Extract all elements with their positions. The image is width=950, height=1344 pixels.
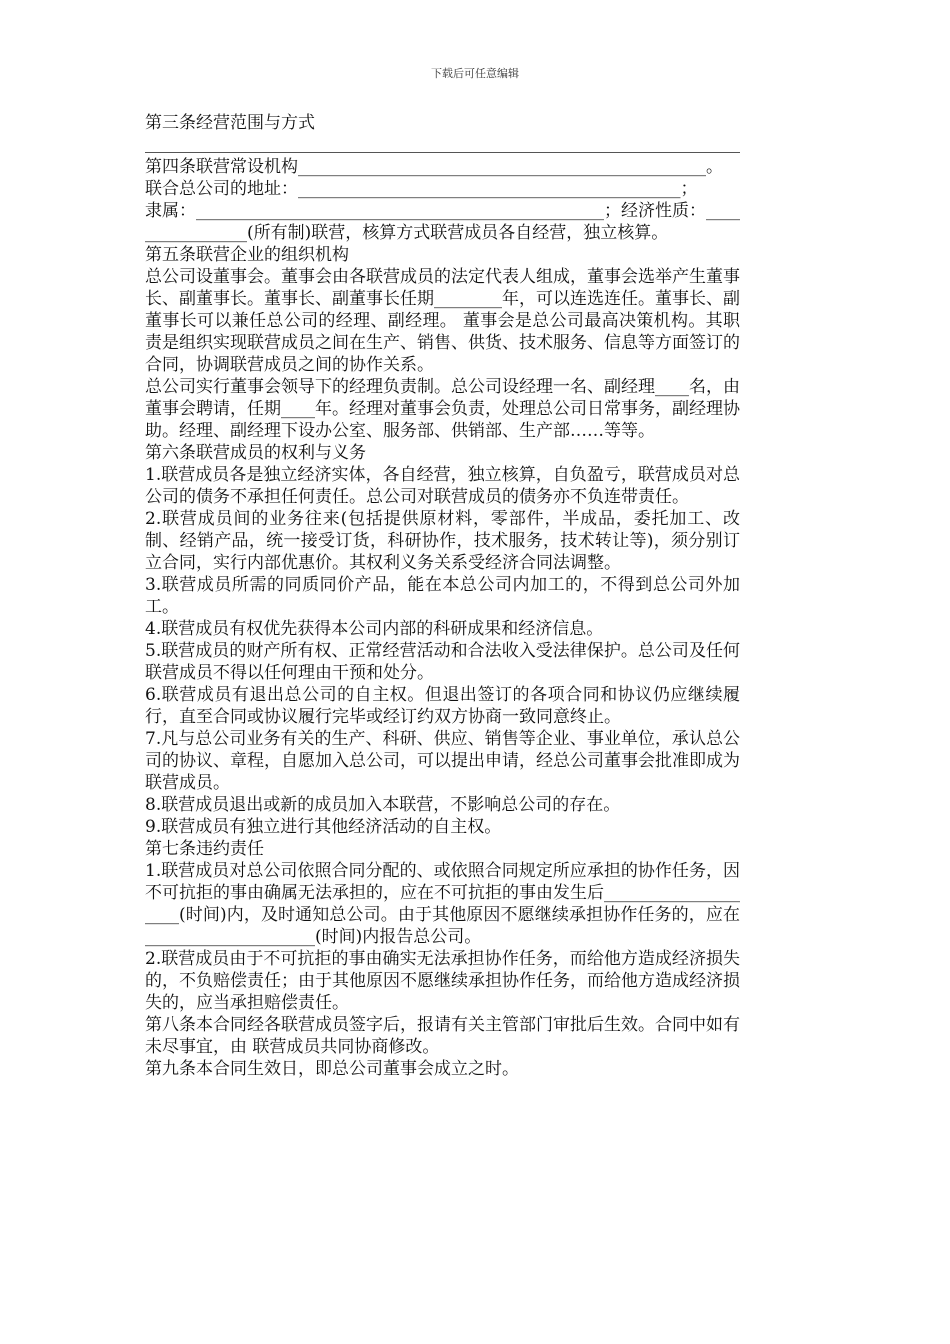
- article-3-heading: 第三条经营范围与方式: [145, 113, 315, 133]
- rights-item-8: 8.联营成员退出或新的成员加入本联营，不影响总公司的存在。: [145, 795, 621, 815]
- rights-item-1: 1.联营成员各是独立经济实体，各自经营，独立核算，自负盈亏，联营成员对总公司的债务不承担任何责任。总公司对联营成员的债务亦不负连带责任。: [145, 465, 740, 507]
- article-6-heading: 第六条联营成员的权利与义务: [145, 443, 366, 463]
- address-paragraph: 联合总公司的地址：_____________________________________________；: [145, 179, 698, 199]
- article-5-heading: 第五条联营企业的组织机构: [145, 245, 349, 265]
- manager-paragraph: 总公司实行董事会领导下的经理负责制。总公司设经理一名、副经理____名，由董事会聘请，任期____年。经理对董事会负责，处理总公司日常事务，副经理协助。经理、副经理下设办公室、服务部、供销部、生产部……等等。: [145, 377, 740, 441]
- liability-item-1: 1.联营成员对总公司依照合同分配的、或依照合同规定所应承担的协作任务，因不可抗拒的事由确属无法承担的，应在不可抗拒的事由发生后____________________(时间)内，及时通知总公司。由于其他原因不愿继续承担协作任务的，应在____________________(时间)内报告总公司。: [145, 861, 740, 947]
- page-header: 下载后可任意编辑: [431, 67, 519, 80]
- document-body: [145, 112, 740, 1080]
- rights-item-7: 7.凡与总公司业务有关的生产、科研、供应、销售等企业、事业单位，承认总公司的协议、章程，自愿加入总公司，可以提出申请，经总公司董事会批准即成为联营成员。: [145, 729, 740, 793]
- article-7-heading: 第七条违约责任: [145, 839, 264, 859]
- rights-item-3: 3.联营成员所需的同质同价产品，能在本总公司内加工的，不得到总公司外加工。: [145, 575, 740, 617]
- rights-item-5: 5.联营成员的财产所有权、正常经营活动和合法收入受法律保护。总公司及任何联营成员不得以任何理由干预和处分。: [145, 641, 740, 683]
- article-4-paragraph: 第四条联营常设机构________________________________________________。: [145, 157, 723, 177]
- liability-item-2: 2.联营成员由于不可抗拒的事由确实无法承担协作任务，而给他方造成经济损失的，不负赔偿责任；由于其他原因不愿继续承担协作任务，而给他方造成经济损失的，应当承担赔偿责任。: [145, 949, 740, 1013]
- rights-item-6: 6.联营成员有退出总公司的自主权。但退出签订的各项合同和协议仍应继续履行，直至合同或协议履行完毕或经订约双方协商一致同意终止。: [145, 685, 740, 727]
- rights-item-4: 4.联营成员有权优先获得本公司内部的科研成果和经济信息。: [145, 619, 604, 639]
- blank-line: [145, 134, 740, 153]
- affiliation-paragraph: 隶属：________________________________________________；经济性质：________________(所有制)联营，核算方式联营成员各自经营，独立核算。: [145, 201, 740, 243]
- rights-item-9: 9.联营成员有独立进行其他经济活动的自主权。: [145, 817, 502, 837]
- board-paragraph: 总公司设董事会。董事会由各联营成员的法定代表人组成，董事会选举产生董事长、副董事长。董事长、副董事长任期________年，可以连选连任。董事长、副董事长可以兼任总公司的经理、副经理。 董事会是总公司最高决策机构。其职责是组织实现联营成员之间在生产、销售、供货、技术服务、信息等方面签订的合同，协调联营成员之间的协作关系。: [145, 267, 740, 375]
- article-9-paragraph: 第九条本合同生效日，即总公司董事会成立之时。: [145, 1059, 519, 1079]
- rights-item-2: 2.联营成员间的业务往来(包括提供原材料，零部件，半成品，委托加工、改制、经销产品，统一接受订货，科研协作，技术服务，技术转让等)，须分别订立合同，实行内部优惠价。其权利义务关系受经济合同法调整。: [145, 509, 740, 573]
- article-8-paragraph: 第八条本合同经各联营成员签字后，报请有关主管部门审批后生效。合同中如有未尽事宜，由 联营成员共同协商修改。: [145, 1015, 740, 1057]
